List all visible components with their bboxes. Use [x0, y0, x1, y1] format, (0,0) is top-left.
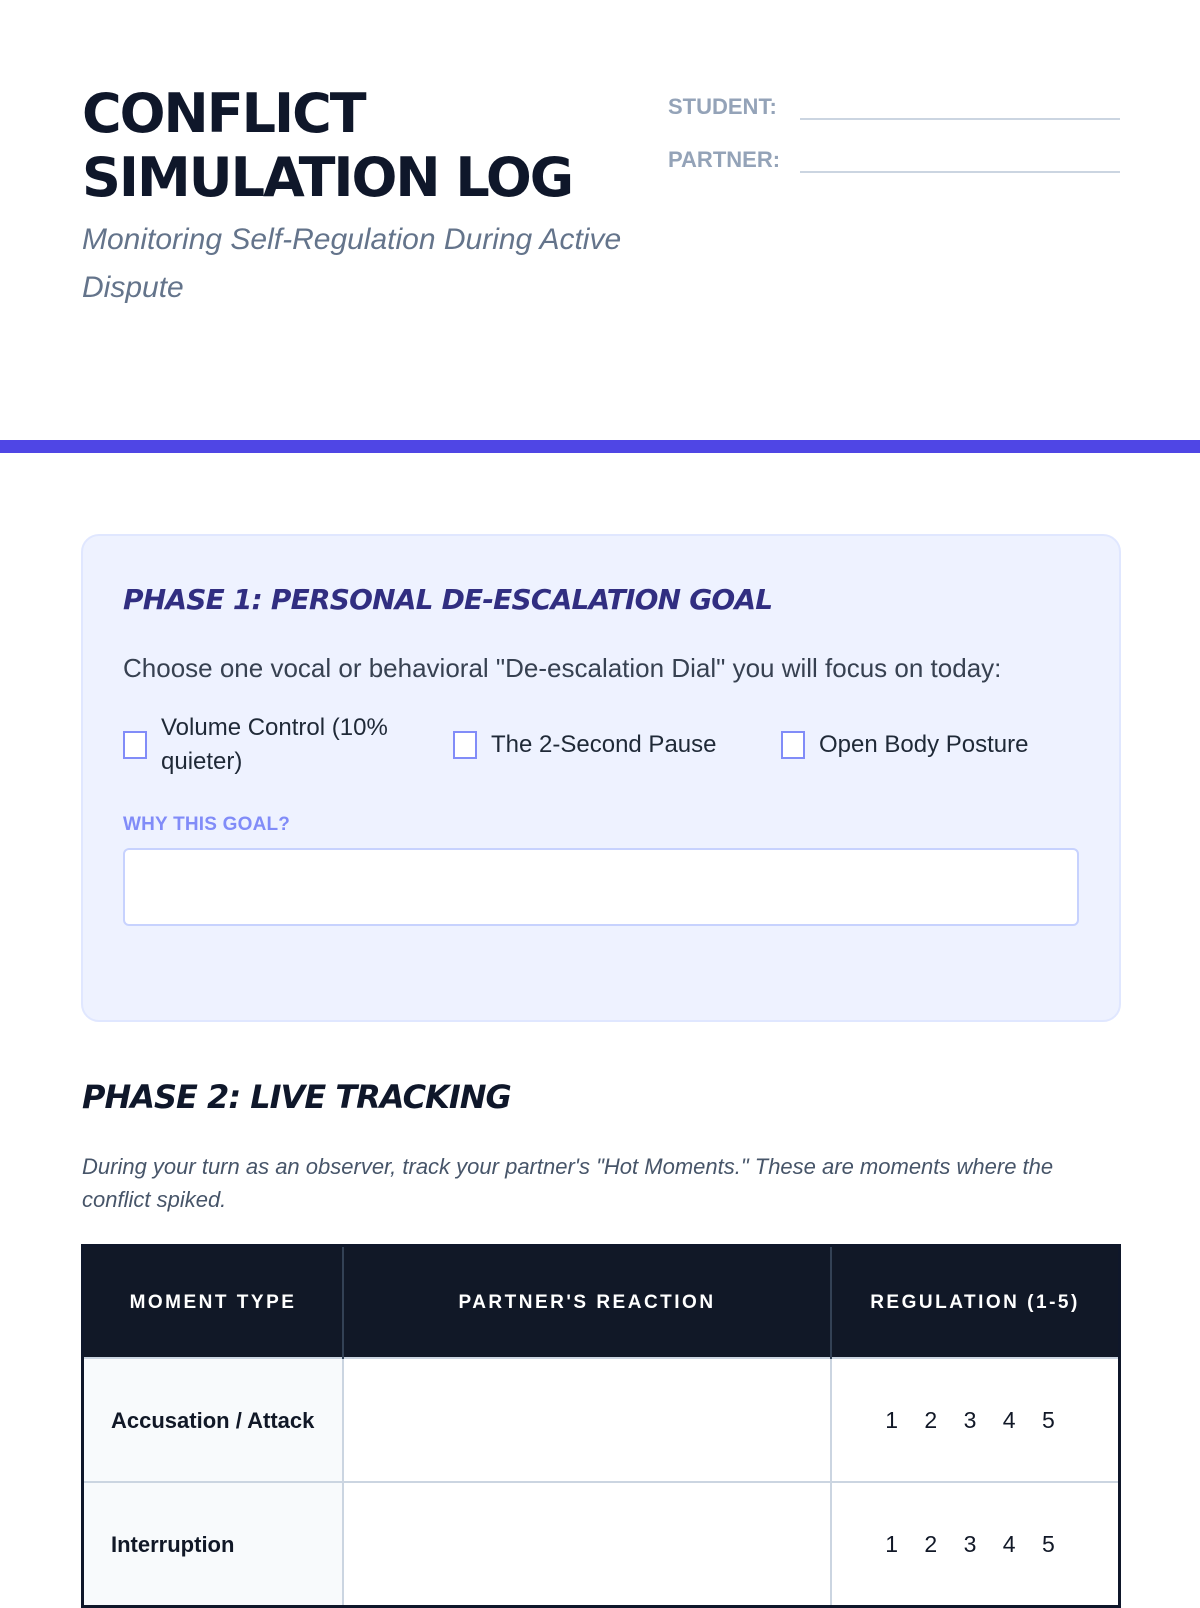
- name-fields: [668, 84, 1120, 190]
- phase1-title: PHASE 1: PERSONAL DE-ESCALATION GOAL: [123, 583, 773, 616]
- goal-option-label: Open Body Posture: [819, 731, 1029, 758]
- partner-label: PARTNER:: [668, 147, 781, 172]
- goal-option-label: The 2-Second Pause: [491, 731, 717, 758]
- phase1-card: [81, 534, 1121, 1022]
- header: [82, 82, 682, 312]
- title-line-1: CONFLICT: [82, 82, 365, 145]
- phase2-title: PHASE 2: LIVE TRACKING: [82, 1078, 511, 1116]
- tracking-table: [81, 1244, 1121, 1608]
- student-label: STUDENT:: [668, 94, 777, 119]
- checkbox-pause[interactable]: [453, 731, 477, 759]
- column-header-regulation: REGULATION (1-5): [831, 1246, 1120, 1359]
- page-subtitle: Monitoring Self-Regulation During Active Dispute: [82, 223, 622, 304]
- checkbox-volume[interactable]: [123, 731, 147, 759]
- phase1-prompt: Choose one vocal or behavioral "De-escalation Dial" you will focus on today:: [123, 653, 1002, 683]
- partner-field-row: [668, 137, 1120, 173]
- page-title: [82, 82, 682, 210]
- goal-option-posture[interactable]: [781, 728, 1028, 762]
- goal-option-pause[interactable]: [453, 728, 781, 762]
- moment-type-cell: Interruption: [83, 1482, 344, 1607]
- table-header-row: [83, 1246, 1120, 1359]
- moment-type-cell: Accusation / Attack: [83, 1358, 344, 1482]
- column-header-moment-type: MOMENT TYPE: [83, 1246, 344, 1359]
- why-goal-label: WHY THIS GOAL?: [123, 814, 291, 835]
- regulation-scale[interactable]: 1 2 3 4 5: [831, 1482, 1120, 1607]
- partner-reaction-cell[interactable]: [343, 1358, 831, 1482]
- why-goal-field[interactable]: [123, 848, 1079, 926]
- goal-option-volume[interactable]: [123, 711, 453, 779]
- table-row: [83, 1358, 1120, 1482]
- column-header-partner-reaction: PARTNER'S REACTION: [343, 1246, 831, 1359]
- table-row: [83, 1482, 1120, 1607]
- student-name-field[interactable]: [800, 88, 1120, 120]
- goal-option-label: Volume Control (10% quieter): [161, 714, 388, 775]
- regulation-scale[interactable]: 1 2 3 4 5: [831, 1358, 1120, 1482]
- goal-options: [123, 710, 1079, 780]
- accent-divider: [0, 440, 1200, 453]
- student-field-row: [668, 84, 1120, 120]
- title-line-2: SIMULATION LOG: [82, 146, 573, 209]
- partner-reaction-cell[interactable]: [343, 1482, 831, 1607]
- checkbox-posture[interactable]: [781, 731, 805, 759]
- phase2-description: During your turn as an observer, track your partner's "Hot Moments." These are moments where the conflict spiked.: [82, 1154, 1054, 1212]
- partner-name-field[interactable]: [800, 141, 1120, 173]
